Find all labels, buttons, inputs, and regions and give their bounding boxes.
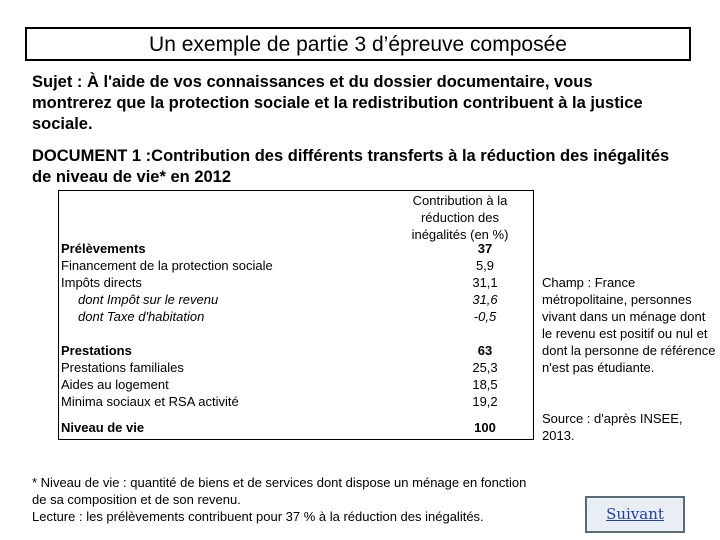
row-value-prelevements: 37 xyxy=(477,241,493,256)
champ-note: Champ : France métropolitaine, personnes vivant dans un ménage dont le revenu est positif ou nul et dont la personne de référence n'est pas étudiante. xyxy=(542,275,716,375)
footnote xyxy=(32,474,542,525)
row-label-impots-directs: Impôts directs xyxy=(61,275,142,290)
subject-text: Sujet : À l'aide de vos connaissances et du dossier documentaire, vous montrerez que la protection sociale et la redistribution contribuent à la justice sociale. xyxy=(32,73,643,133)
row-label-minima-sociaux: Minima sociaux et RSA activité xyxy=(61,394,239,409)
page-title: Un exemple de partie 3 d’épreuve composée xyxy=(25,27,691,61)
row-value-prestations-familiales: 25,3 xyxy=(472,360,498,375)
next-button[interactable]: Suivant xyxy=(585,496,685,533)
row-value-prestations: 63 xyxy=(477,343,493,358)
document-title: DOCUMENT 1 :Contribution des différents transferts à la réduction des inégalités de niveau de vie* en 2012 xyxy=(32,147,670,186)
column-header: Contribution à la réduction des inégalités (en %) xyxy=(411,193,509,242)
row-label-taxe-habitation: dont Taxe d'habitation xyxy=(78,309,205,324)
footnote-definition: * Niveau de vie : quantité de biens et de services dont dispose un ménage en fonction de sa composition et de son revenu. xyxy=(32,475,527,507)
row-label-prestations: Prestations xyxy=(61,343,132,358)
row-value-impot-revenu: 31,6 xyxy=(472,292,498,307)
row-value-minima-sociaux: 19,2 xyxy=(472,394,498,409)
row-label-prelevements: Prélèvements xyxy=(61,241,146,256)
row-value-niveau-de-vie: 100 xyxy=(474,420,496,435)
row-value-taxe-habitation: -0,5 xyxy=(473,309,497,324)
footnote-reading: Lecture : les prélèvements contribuent pour 37 % à la réduction des inégalités. xyxy=(32,509,484,524)
row-value-aides-logement: 18,5 xyxy=(472,377,498,392)
row-label-prestations-familiales: Prestations familiales xyxy=(61,360,184,375)
row-label-niveau-de-vie: Niveau de vie xyxy=(61,420,145,435)
row-value-impots-directs: 31,1 xyxy=(472,275,498,290)
source-note: Source : d'après INSEE, 2013. xyxy=(542,411,683,443)
row-value-financement: 5,9 xyxy=(475,258,495,273)
row-label-financement: Financement de la protection sociale xyxy=(61,258,273,273)
row-label-aides-logement: Aides au logement xyxy=(61,377,169,392)
row-label-impot-revenu: dont Impôt sur le revenu xyxy=(78,292,219,307)
